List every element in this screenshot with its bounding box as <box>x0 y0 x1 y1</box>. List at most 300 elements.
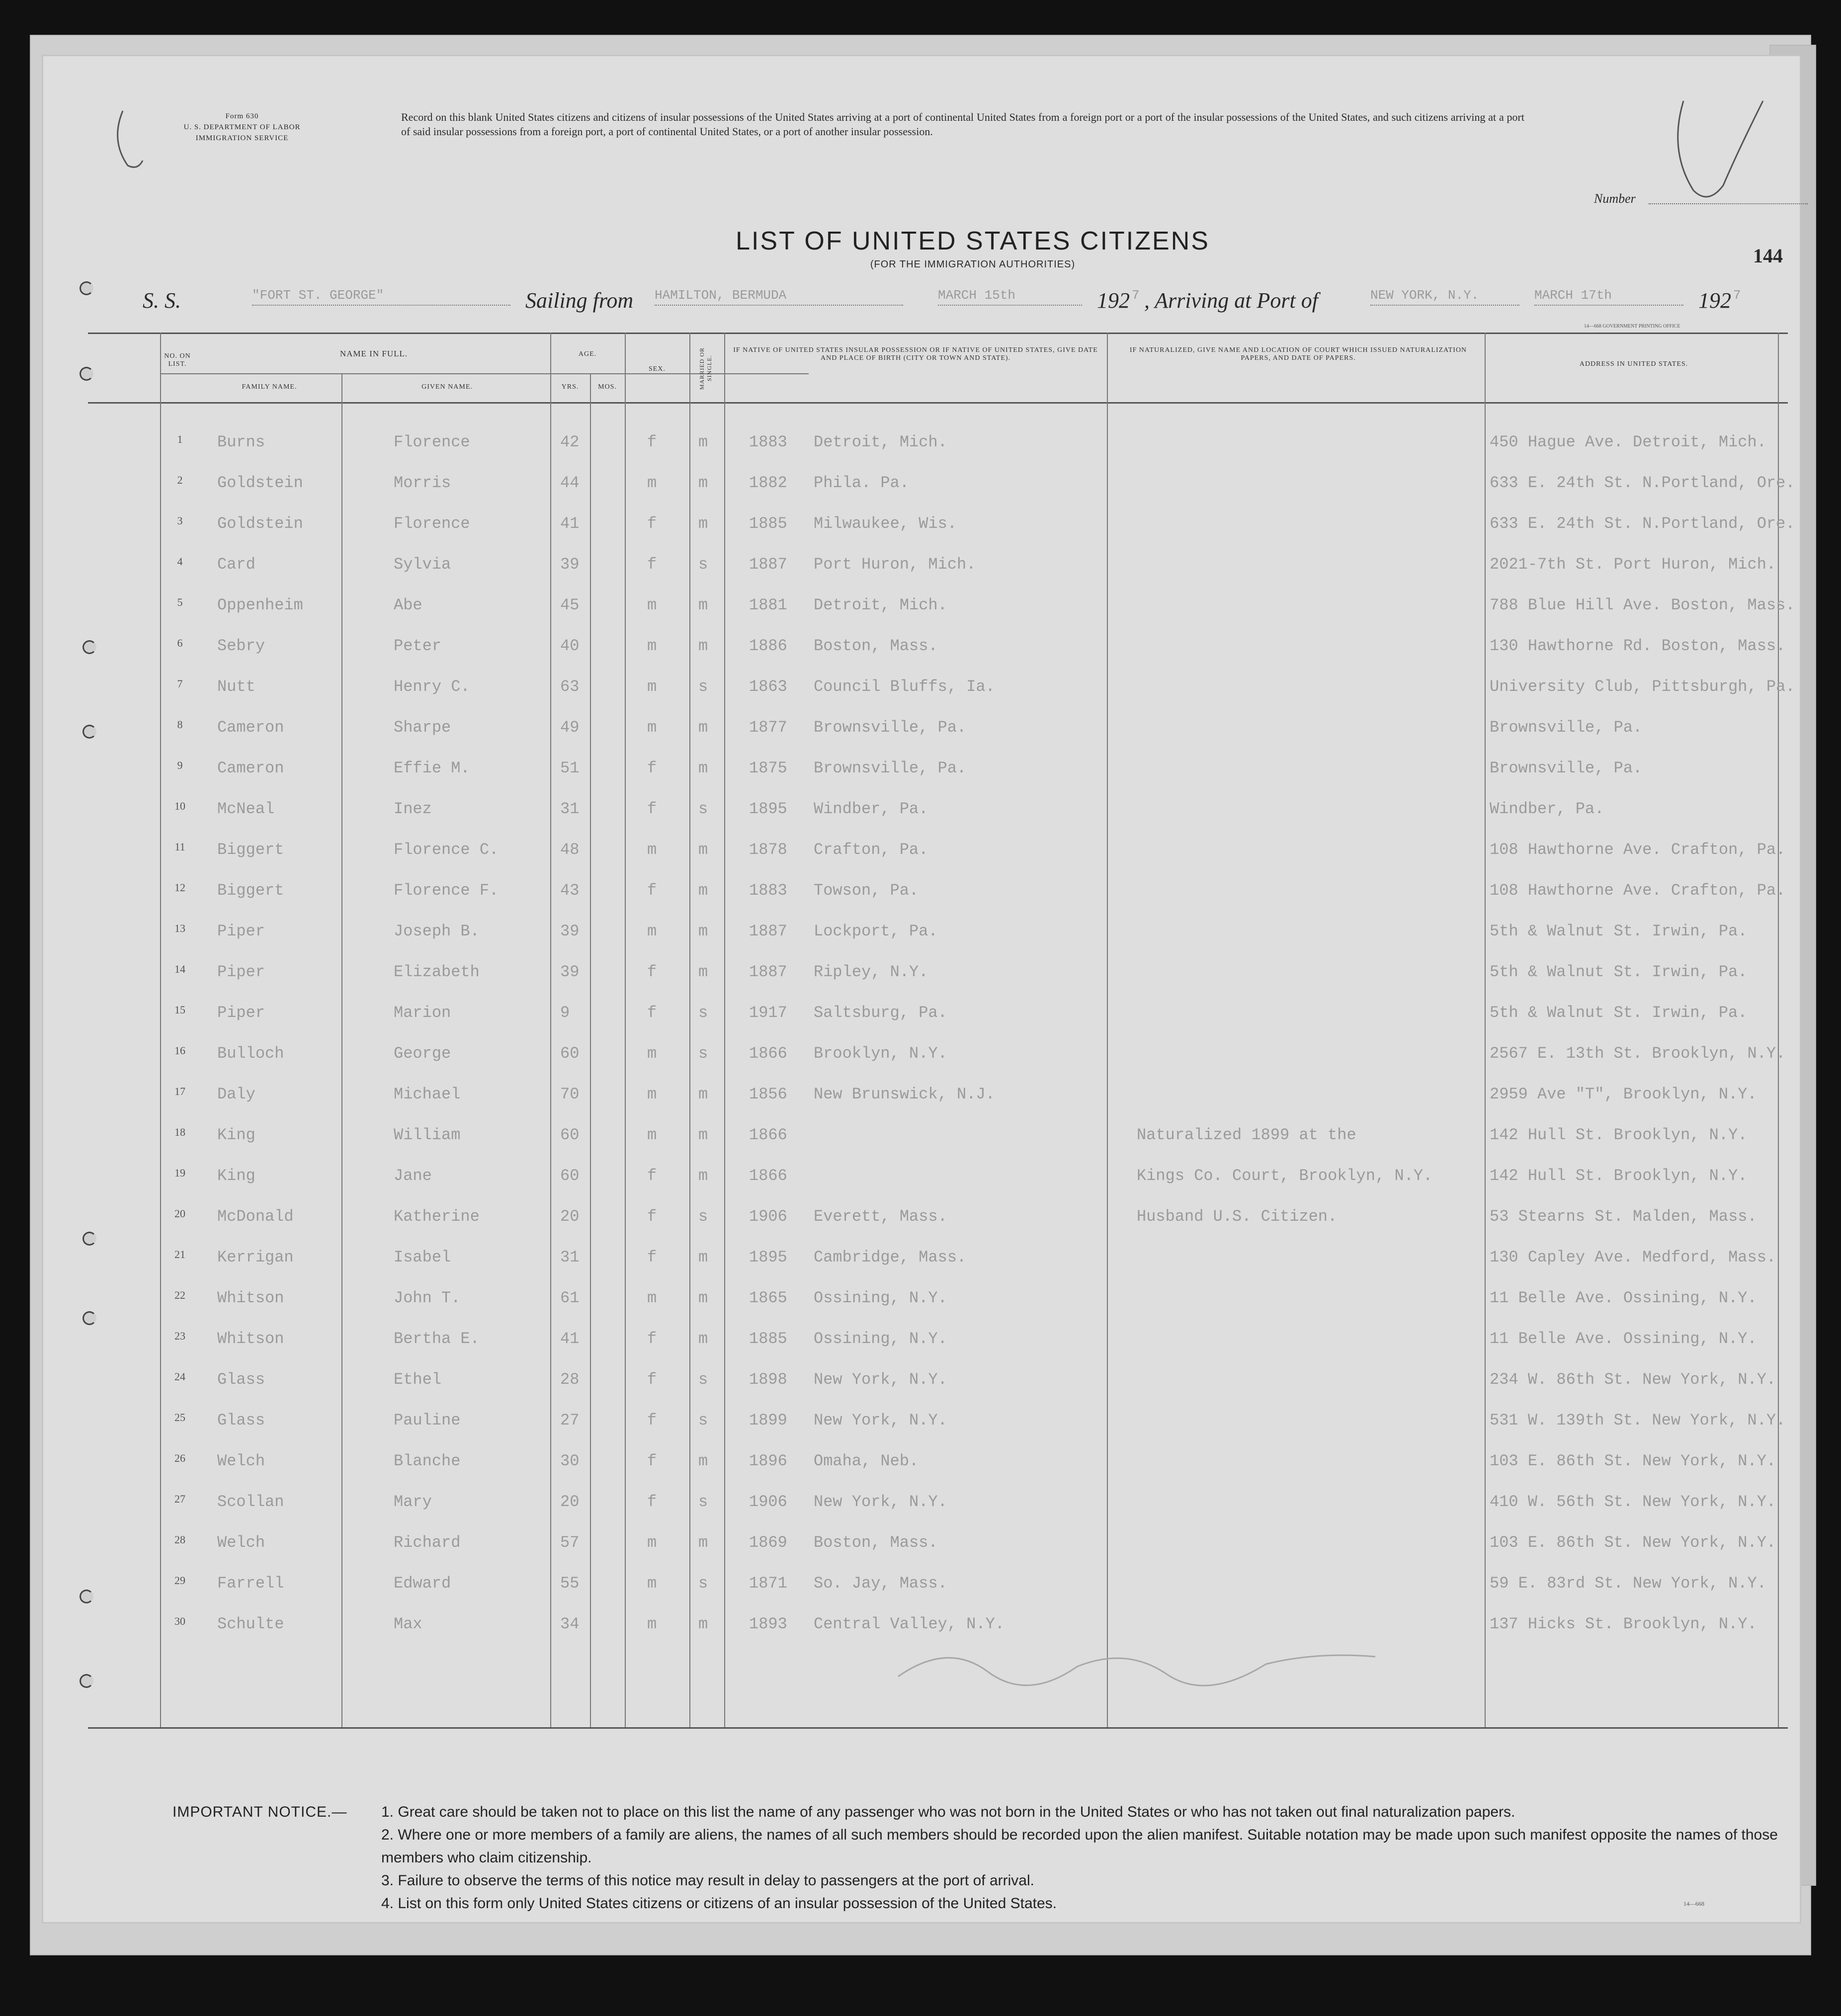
sex: f <box>647 1207 657 1226</box>
marital-status: s <box>698 677 708 696</box>
age-years: 55 <box>560 1574 580 1593</box>
age-years: 51 <box>560 759 580 777</box>
birth-place: Port Huron, Mich. <box>814 555 976 574</box>
header-family-name: FAMILY NAME. <box>242 383 297 391</box>
header-months: MOS. <box>598 383 617 391</box>
notice-item-3: 3. Failure to observe the terms of this notice may result in delay to passengers at the port of arrival. <box>381 1872 1034 1889</box>
given-name: Elizabeth <box>394 963 480 981</box>
table-row <box>88 1201 1788 1242</box>
age-years: 40 <box>560 637 580 655</box>
table-row <box>88 1161 1788 1201</box>
sex: m <box>647 1533 657 1552</box>
birth-place: Boston, Mass. <box>814 1533 938 1552</box>
given-name: Abe <box>394 596 422 614</box>
marital-status: m <box>698 718 708 737</box>
binder-hole <box>83 640 96 654</box>
row-number: 24 <box>174 1370 185 1383</box>
sex: f <box>647 514 657 533</box>
given-name: Isabel <box>394 1248 451 1266</box>
naturalization-note: Naturalized 1899 at the <box>1137 1126 1356 1144</box>
given-name: Sharpe <box>394 718 451 737</box>
page-subtitle: (FOR THE IMMIGRATION AUTHORITIES) <box>870 259 1076 270</box>
age-years: 28 <box>560 1370 580 1389</box>
header-given-name: GIVEN NAME. <box>421 383 473 391</box>
given-name: Pauline <box>394 1411 461 1429</box>
sex: f <box>647 1330 657 1348</box>
marital-status: m <box>698 1289 708 1307</box>
birth-year: 1863 <box>749 677 787 696</box>
sex: f <box>647 555 657 574</box>
family-name: McDonald <box>217 1207 294 1226</box>
birth-year: 1899 <box>749 1411 787 1429</box>
age-years: 39 <box>560 555 580 574</box>
birth-year: 1871 <box>749 1574 787 1593</box>
us-address: 410 W. 56th St. New York, N.Y. <box>1490 1493 1776 1511</box>
age-years: 43 <box>560 881 580 900</box>
birth-year: 1856 <box>749 1085 787 1103</box>
row-number: 3 <box>177 514 183 527</box>
row-number: 30 <box>174 1615 185 1627</box>
sex: m <box>647 474 657 492</box>
table-row <box>88 590 1795 631</box>
row-number: 4 <box>177 555 183 568</box>
birth-year: 1866 <box>749 1167 787 1185</box>
table-row <box>88 1038 1788 1079</box>
family-name: Biggert <box>217 881 284 900</box>
table-row <box>88 1568 1788 1609</box>
birth-year: 1896 <box>749 1452 787 1470</box>
us-address: 108 Hawthorne Ave. Crafton, Pa. <box>1490 840 1786 859</box>
corner-checkmark <box>1664 91 1773 210</box>
department-name: U. S. DEPARTMENT OF LABOR <box>183 123 301 131</box>
age-years: 49 <box>560 718 580 737</box>
age-years: 30 <box>560 1452 580 1470</box>
us-address: 11 Belle Ave. Ossining, N.Y. <box>1490 1289 1757 1307</box>
birth-year: 1895 <box>749 1248 787 1266</box>
given-name: Peter <box>394 637 442 655</box>
table-row <box>88 549 1788 590</box>
sex: f <box>647 433 657 451</box>
marital-status: m <box>698 963 708 981</box>
sex: f <box>647 881 657 900</box>
header-no-on-list: NO. ON LIST. <box>164 352 191 368</box>
family-name: Cameron <box>217 718 284 737</box>
row-number: 16 <box>174 1044 185 1057</box>
family-name: Schulte <box>217 1615 284 1633</box>
age-years: 34 <box>560 1615 580 1633</box>
printing-office-note: 14—668 GOVERNMENT PRINTING OFFICE <box>1584 324 1680 329</box>
notice-item-2: 2. Where one or more members of a family are aliens, the names of all such members should be recorded upon the alien manifest. Suitable notation may be made upon such manifest opposite the names of those members who claim citizenship. <box>381 1827 1778 1866</box>
age-years: 60 <box>560 1167 580 1185</box>
row-number: 19 <box>174 1167 185 1179</box>
header-years: YRS. <box>561 383 579 391</box>
sex: m <box>647 1126 657 1144</box>
marital-status: m <box>698 1248 708 1266</box>
sex: f <box>647 1370 657 1389</box>
header-age: AGE. <box>578 350 597 358</box>
birth-place: Central Valley, N.Y. <box>814 1615 1005 1633</box>
pencil-scribble <box>888 1637 1385 1696</box>
sex: f <box>647 963 657 981</box>
birth-place: Lockport, Pa. <box>814 922 938 940</box>
marital-status: s <box>698 1370 708 1389</box>
given-name: Richard <box>394 1533 461 1552</box>
birth-year: 1869 <box>749 1533 787 1552</box>
naturalization-note: Kings Co. Court, Brooklyn, N.Y. <box>1137 1167 1433 1185</box>
marital-status: m <box>698 514 708 533</box>
table-row <box>88 1242 1788 1283</box>
marital-status: s <box>698 800 708 818</box>
table-row <box>88 794 1788 835</box>
binder-hole <box>83 1311 96 1325</box>
table-row <box>88 1324 1788 1364</box>
family-name: King <box>217 1126 255 1144</box>
sex: m <box>647 637 657 655</box>
header-address: ADDRESS IN UNITED STATES. <box>1579 360 1688 368</box>
given-name: Florence C. <box>394 840 499 859</box>
age-years: 48 <box>560 840 580 859</box>
birth-place: Brownsville, Pa. <box>814 759 967 777</box>
sex: m <box>647 1085 657 1103</box>
service-name: IMMIGRATION SERVICE <box>195 134 289 142</box>
family-name: Piper <box>217 963 265 981</box>
notice-item-1: 1. Great care should be taken not to place on this list the name of any passenger who was not born in the United States or who has not taken out final naturalization papers. <box>381 1804 1515 1820</box>
row-number: 10 <box>174 800 185 812</box>
us-address: 2959 Ave "T", Brooklyn, N.Y. <box>1490 1085 1757 1103</box>
ship-name: "FORT ST. GEORGE" <box>252 288 510 306</box>
given-name: Blanche <box>394 1452 461 1470</box>
table-row <box>88 998 1788 1038</box>
arrival-date: MARCH 17th <box>1534 288 1683 306</box>
family-name: Piper <box>217 922 265 940</box>
sailing-year: 7 <box>1132 288 1140 303</box>
us-address: 788 Blue Hill Ave. Boston, Mass. <box>1490 596 1795 614</box>
birth-year: 1883 <box>749 881 787 900</box>
marital-status: m <box>698 1615 708 1633</box>
family-name: King <box>217 1167 255 1185</box>
us-address: 53 Stearns St. Malden, Mass. <box>1490 1207 1757 1226</box>
us-address: 11 Belle Ave. Ossining, N.Y. <box>1490 1330 1757 1348</box>
marital-status: m <box>698 759 708 777</box>
age-years: 61 <box>560 1289 580 1307</box>
us-address: 108 Hawthorne Ave. Crafton, Pa. <box>1490 881 1786 900</box>
age-years: 42 <box>560 433 580 451</box>
sex: f <box>647 1411 657 1429</box>
birth-year: 1875 <box>749 759 787 777</box>
family-name: Oppenheim <box>217 596 303 614</box>
family-name: Whitson <box>217 1330 284 1348</box>
row-number: 25 <box>174 1411 185 1424</box>
table-row <box>88 875 1788 916</box>
age-years: 27 <box>560 1411 580 1429</box>
us-address: 137 Hicks St. Brooklyn, N.Y. <box>1490 1615 1757 1633</box>
us-address: 103 E. 86th St. New York, N.Y. <box>1490 1533 1776 1552</box>
binder-hole <box>83 725 96 739</box>
birth-place: Windber, Pa. <box>814 800 928 818</box>
row-number: 5 <box>177 596 183 608</box>
sex: f <box>647 800 657 818</box>
manifest-sheet <box>42 55 1801 1924</box>
arrival-port: NEW YORK, N.Y. <box>1370 288 1519 306</box>
sex: m <box>647 1289 657 1307</box>
given-name: Effie M. <box>394 759 470 777</box>
us-address: 103 E. 86th St. New York, N.Y. <box>1490 1452 1776 1470</box>
marital-status: s <box>698 1574 708 1593</box>
row-number: 13 <box>174 922 185 934</box>
marital-status: m <box>698 1126 708 1144</box>
marital-status: s <box>698 1493 708 1511</box>
sex: m <box>647 596 657 614</box>
table-row <box>88 957 1788 998</box>
family-name: Daly <box>217 1085 255 1103</box>
sex: f <box>647 1248 657 1266</box>
form-number: Form 630 <box>225 112 259 120</box>
birth-place: Phila. Pa. <box>814 474 910 492</box>
binder-hole <box>80 367 93 381</box>
family-name: Glass <box>217 1370 265 1389</box>
family-name: Glass <box>217 1411 265 1429</box>
given-name: Max <box>394 1615 422 1633</box>
row-number: 26 <box>174 1452 185 1464</box>
naturalization-note: Husband U.S. Citizen. <box>1137 1207 1338 1226</box>
given-name: Sylvia <box>394 555 451 574</box>
marital-status: s <box>698 555 708 574</box>
marital-status: m <box>698 433 708 451</box>
row-number: 11 <box>174 840 185 853</box>
table-row <box>88 1527 1788 1568</box>
birth-year: 1906 <box>749 1493 787 1511</box>
given-name: Bertha E. <box>394 1330 480 1348</box>
given-name: Katherine <box>394 1207 480 1226</box>
sex: m <box>647 677 657 696</box>
family-name: Scollan <box>217 1493 284 1511</box>
birth-place: Saltsburg, Pa. <box>814 1004 947 1022</box>
page-title: LIST OF UNITED STATES CITIZENS <box>736 227 1210 255</box>
birth-year: 1885 <box>749 514 787 533</box>
age-years: 39 <box>560 922 580 940</box>
birth-place: So. Jay, Mass. <box>814 1574 947 1593</box>
sex: f <box>647 1493 657 1511</box>
us-address: 2567 E. 13th St. Brooklyn, N.Y. <box>1490 1044 1786 1063</box>
header-sex: SEX. <box>649 365 666 373</box>
us-address: 5th & Walnut St. Irwin, Pa. <box>1490 922 1748 940</box>
birth-year: 1906 <box>749 1207 787 1226</box>
birth-year: 1887 <box>749 922 787 940</box>
age-years: 45 <box>560 596 580 614</box>
birth-year: 1886 <box>749 637 787 655</box>
birth-place: Crafton, Pa. <box>814 840 928 859</box>
us-address: 633 E. 24th St. N.Portland, Ore. <box>1490 474 1795 492</box>
birth-place: Council Bluffs, Ia. <box>814 677 995 696</box>
row-number: 6 <box>177 637 183 649</box>
sailing-port: HAMILTON, BERMUDA <box>655 288 903 306</box>
birth-year: 1887 <box>749 963 787 981</box>
given-name: George <box>394 1044 451 1063</box>
arrival-year: 7 <box>1733 288 1741 303</box>
family-name: Welch <box>217 1533 265 1552</box>
row-number: 1 <box>177 433 183 445</box>
us-address: 130 Capley Ave. Medford, Mass. <box>1490 1248 1776 1266</box>
given-name: Edward <box>394 1574 451 1593</box>
birth-year: 1893 <box>749 1615 787 1633</box>
arrival-year-prefix: 192 <box>1698 288 1731 313</box>
passenger-table <box>88 333 1795 1729</box>
header-bottom-rule <box>88 402 1788 404</box>
family-name: Bulloch <box>217 1044 284 1063</box>
family-name: McNeal <box>217 800 275 818</box>
family-name: Goldstein <box>217 474 303 492</box>
birth-place: Ripley, N.Y. <box>814 963 928 981</box>
table-row <box>88 753 1788 794</box>
row-number: 21 <box>174 1248 185 1260</box>
us-address: 531 W. 139th St. New York, N.Y. <box>1490 1411 1786 1429</box>
birth-year: 1877 <box>749 718 787 737</box>
birth-place: Omaha, Neb. <box>814 1452 919 1470</box>
birth-place: Milwaukee, Wis. <box>814 514 957 533</box>
marital-status: m <box>698 840 708 859</box>
sex: f <box>647 1004 657 1022</box>
table-row <box>88 427 1788 468</box>
us-address: 2021-7th St. Port Huron, Mich. <box>1490 555 1776 574</box>
age-years: 20 <box>560 1207 580 1226</box>
birth-place: Brownsville, Pa. <box>814 718 967 737</box>
page-number: 144 <box>1753 245 1783 267</box>
row-number: 17 <box>174 1085 185 1097</box>
sex: m <box>647 718 657 737</box>
header-naturalization: IF NATURALIZED, GIVE NAME AND LOCATION OF COURT WHICH ISSUED NATURALIZATION PAPERS, AND DATE OF PAPERS. <box>1129 346 1467 362</box>
birth-year: 1881 <box>749 596 787 614</box>
table-row <box>88 1283 1788 1324</box>
birth-year: 1887 <box>749 555 787 574</box>
table-bottom-rule <box>88 1727 1788 1729</box>
table-row <box>88 916 1788 957</box>
sex: m <box>647 922 657 940</box>
birth-place: New Brunswick, N.J. <box>814 1085 995 1103</box>
sex: m <box>647 1615 657 1633</box>
age-years: 60 <box>560 1044 580 1063</box>
table-row <box>88 672 1795 712</box>
given-name: John T. <box>394 1289 461 1307</box>
birth-place: Detroit, Mich. <box>814 433 947 451</box>
us-address: University Club, Pittsburgh, Pa. <box>1490 677 1795 696</box>
marital-status: m <box>698 922 708 940</box>
marital-status: s <box>698 1411 708 1429</box>
family-name: Card <box>217 555 255 574</box>
ss-label: S. S. <box>143 288 181 313</box>
age-years: 31 <box>560 800 580 818</box>
given-name: Jane <box>394 1167 432 1185</box>
table-row <box>88 1405 1788 1446</box>
table-row <box>88 1364 1788 1405</box>
birth-place: New York, N.Y. <box>814 1493 947 1511</box>
age-years: 63 <box>560 677 580 696</box>
header-birth: IF NATIVE OF UNITED STATES INSULAR POSSESSION OR IF NATIVE OF UNITED STATES, GIVE DATE AND PLACE OF BIRTH (CITY OR TOWN AND STATE). <box>733 346 1098 362</box>
birth-place: Towson, Pa. <box>814 881 919 900</box>
given-name: Florence <box>394 433 470 451</box>
sex: m <box>647 840 657 859</box>
table-row <box>88 1446 1788 1487</box>
birth-place: Cambridge, Mass. <box>814 1248 967 1266</box>
binder-hole <box>83 1232 96 1246</box>
sailing-year-prefix: 192 <box>1097 288 1130 313</box>
birth-year: 1883 <box>749 433 787 451</box>
table-row <box>88 1487 1788 1527</box>
sex: f <box>647 1452 657 1470</box>
given-name: Marion <box>394 1004 451 1022</box>
given-name: Mary <box>394 1493 432 1511</box>
birth-place: Ossining, N.Y. <box>814 1330 947 1348</box>
birth-place: New York, N.Y. <box>814 1370 947 1389</box>
age-years: 44 <box>560 474 580 492</box>
us-address: 450 Hague Ave. Detroit, Mich. <box>1490 433 1766 451</box>
row-number: 8 <box>177 718 183 731</box>
marital-status: m <box>698 637 708 655</box>
table-row <box>88 508 1795 549</box>
marital-status: m <box>698 596 708 614</box>
age-years: 39 <box>560 963 580 981</box>
header-married-or-single: MARRIED OR SINGLE. <box>698 347 713 390</box>
sailing-label: Sailing from <box>525 288 634 313</box>
family-name: Welch <box>217 1452 265 1470</box>
top-left-mark <box>108 106 167 175</box>
age-years: 31 <box>560 1248 580 1266</box>
notice-items <box>381 1801 1803 1915</box>
us-address: 633 E. 24th St. N.Portland, Ore. <box>1490 514 1795 533</box>
marital-status: m <box>698 1085 708 1103</box>
table-row <box>88 1079 1788 1120</box>
number-label: Number <box>1594 191 1636 206</box>
table-row <box>88 1120 1788 1161</box>
given-name: William <box>394 1126 461 1144</box>
birth-year: 1866 <box>749 1126 787 1144</box>
age-years: 41 <box>560 514 580 533</box>
binder-hole <box>80 1674 93 1688</box>
sex: f <box>647 1167 657 1185</box>
family-name: Piper <box>217 1004 265 1022</box>
family-name: Burns <box>217 433 265 451</box>
row-number: 28 <box>174 1533 185 1546</box>
family-name: Kerrigan <box>217 1248 294 1266</box>
table-row <box>88 712 1788 753</box>
form-identifier <box>138 111 346 144</box>
row-number: 15 <box>174 1004 185 1016</box>
family-name: Goldstein <box>217 514 303 533</box>
us-address: 142 Hull St. Brooklyn, N.Y. <box>1490 1167 1748 1185</box>
binder-hole <box>80 281 93 295</box>
notice-label: IMPORTANT NOTICE.— <box>172 1804 347 1820</box>
us-address: 130 Hawthorne Rd. Boston, Mass. <box>1490 637 1786 655</box>
arriving-label: , Arriving at Port of <box>1144 288 1318 313</box>
family-name: Cameron <box>217 759 284 777</box>
row-number: 20 <box>174 1207 185 1220</box>
voyage-line <box>43 288 1803 318</box>
family-name: Sebry <box>217 637 265 655</box>
table-row <box>88 835 1788 875</box>
marital-status: m <box>698 1533 708 1552</box>
age-years: 70 <box>560 1085 580 1103</box>
row-number: 23 <box>174 1330 185 1342</box>
age-years: 20 <box>560 1493 580 1511</box>
row-number: 2 <box>177 474 183 486</box>
birth-year: 1866 <box>749 1044 787 1063</box>
sex: m <box>647 1044 657 1063</box>
us-address: Windber, Pa. <box>1490 800 1604 818</box>
us-address: 142 Hull St. Brooklyn, N.Y. <box>1490 1126 1748 1144</box>
notice-item-4: 4. List on this form only United States citizens or citizens of an insular possession of the United States. <box>381 1895 1057 1912</box>
row-number: 29 <box>174 1574 185 1587</box>
given-name: Michael <box>394 1085 461 1103</box>
birth-year: 1917 <box>749 1004 787 1022</box>
